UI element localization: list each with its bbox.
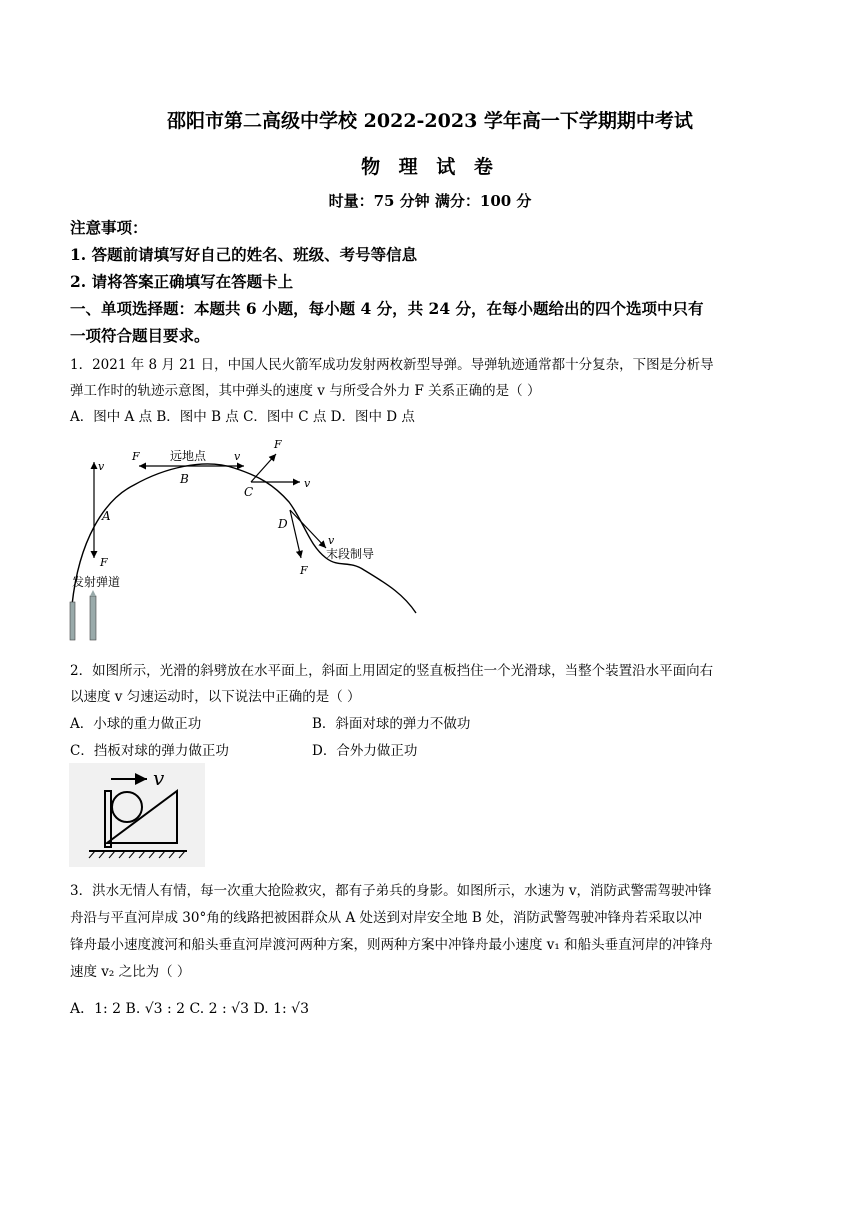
label-v-B: v [234,450,241,463]
q2-stem-line2: 以速度 v 匀速运动时，以下说法中正确的是（ ） [70,689,361,705]
label-C: C [244,485,254,499]
q2-option-b: B．斜面对球的弹力不做功 [312,716,471,732]
label-D: D [278,517,288,531]
section1-line1: 一、单项选择题：本题共 6 小题，每小题 4 分，共 24 分，在每小题给出的四个选项中只有 [70,299,704,318]
missile-trajectory-figure [64,430,424,645]
time-score: 时量：75 分钟 满分：100 分 [328,192,532,210]
q3-stem-line1: 3．洪水无情人有情，每一次重大抢险救灾，都有子弟兵的身影。如图所示，水速为 v，消防武警需驾驶冲锋 [70,883,712,899]
terminal-label: 末段制导 [326,547,375,561]
label-v-D: v [328,534,335,547]
label-F-B: F [132,450,140,463]
q3-stem-line2: 舟沿与平直河岸成 30°角的线路把被困群众从 A 处送到对岸安全地 B 处，消防武警驾驶冲锋舟若采取以冲 [70,910,703,926]
subject-title: 物 理 试 卷 [361,156,499,178]
q1-options: A．图中 A 点 B．图中 B 点 C．图中 C 点 D．图中 D 点 [70,409,415,425]
q2-stem-line1: 2．如图所示，光滑的斜劈放在水平面上，斜面上用固定的竖直板挡住一个光滑球，当整个装置沿水平面向右 [70,663,714,679]
note-item-1: 1. 答题前请填写好自己的姓名、班级、考号等信息 [70,245,418,264]
label-B: B [180,472,189,486]
label-F-A: F [100,556,108,569]
q3-options: A．1: 2 B. √3 : 2 C. 2 : √3 D. 1: √3 [70,1001,309,1017]
q3-stem-line4: 速度 v₂ 之比为（ ） [70,964,191,980]
note-item-2: 2. 请将答案正确填写在答题卡上 [70,272,294,291]
label-v: v [153,766,165,790]
label-v-C: v [304,477,311,490]
q3-stem-line3: 锋舟最小速度渡河和船头垂直河岸渡河两种方案，则两种方案中冲锋舟最小速度 v₁ 和船头垂直河岸的冲锋舟 [70,937,713,953]
label-v-A: v [98,460,105,473]
q2-option-a: A．小球的重力做正功 [70,716,202,732]
label-F-D: F [300,564,308,577]
notes-heading: 注意事项： [70,218,148,237]
exam-title: 邵阳市第二高级中学校 2022-2023 学年高一下学期期中考试 [167,110,693,132]
label-A: A [102,509,111,523]
q1-stem-line1: 1．2021 年 8 月 21 日，中国人民火箭军成功发射两枚新型导弹。导弹轨迹通常都十分复杂，下图是分析导 [70,357,714,373]
label-F-C: F [274,438,282,451]
q2-option-d: D．合外力做正功 [312,743,418,759]
wedge-ball-figure [69,763,205,867]
q2-option-c: C．挡板对球的弹力做正功 [70,743,229,759]
rocket-icon [70,590,96,640]
launch-label: 发射弹道 [72,575,121,589]
apogee-label: 远地点 [170,449,207,463]
q1-stem-line2: 弹工作时的轨迹示意图，其中弹头的速度 v 与所受合外力 F 关系正确的是（ ） [70,383,541,399]
section1-line2: 一项符合题目要求。 [70,326,210,345]
